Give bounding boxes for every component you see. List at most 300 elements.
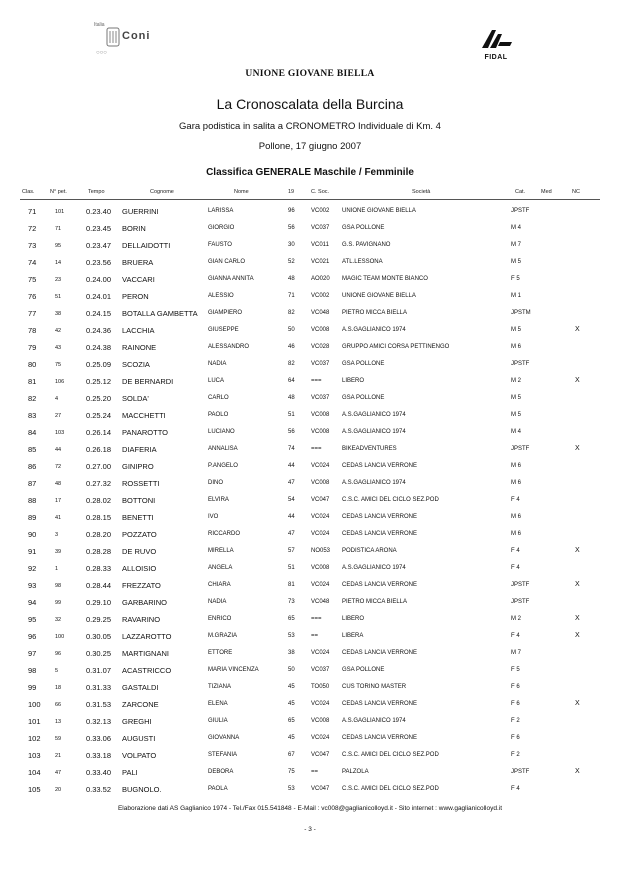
cell-societa: GSA POLLONE	[342, 395, 385, 401]
cell-nome: PAOLA	[208, 786, 228, 792]
cell-cat: JPSTF	[511, 361, 530, 367]
cell-clas: 72	[28, 224, 37, 233]
cell-clas: 75	[28, 275, 37, 284]
cell-nome: LARISSA	[208, 208, 234, 214]
cell-cat: F 4	[511, 548, 520, 554]
cell-societa: CEDAS LANCIA VERRONE	[342, 531, 418, 537]
cell-societa: A.S.GAGLIANICO 1974	[342, 327, 406, 333]
cell-anno: 74	[288, 446, 295, 452]
table-row	[0, 475, 620, 492]
cell-clas: 103	[28, 751, 41, 760]
cell-clas: 87	[28, 479, 37, 488]
cell-tempo: 0.30.05	[86, 632, 112, 641]
cell-anno: 73	[288, 599, 295, 605]
cell-cognome: ROSSETTI	[122, 479, 160, 488]
cell-tempo: 0.24.36	[86, 326, 112, 335]
cell-nome: ETTORE	[208, 650, 233, 656]
cell-nome: FAUSTO	[208, 242, 232, 248]
cell-cat: F 2	[511, 752, 520, 758]
cell-nome: GIUSEPPE	[208, 327, 239, 333]
table-row	[0, 543, 620, 560]
cell-clas: 86	[28, 462, 37, 471]
cell-anno: 71	[288, 293, 295, 299]
cell-cat: M 7	[511, 242, 522, 248]
cell-cognome: DIAFERIA	[122, 445, 157, 454]
coni-emblem-icon	[106, 27, 120, 47]
col-header-societa: Società	[412, 189, 431, 195]
cell-anno: 54	[288, 497, 295, 503]
cell-cognome: RAINONE	[122, 343, 157, 352]
cell-soc: VC008	[311, 718, 330, 724]
cell-clas: 100	[28, 700, 41, 709]
cell-societa: CUS TORINO MASTER	[342, 684, 407, 690]
cell-soc: VC024	[311, 701, 330, 707]
cell-tempo: 0.28.33	[86, 564, 112, 573]
table-row	[0, 254, 620, 271]
col-header-anno: 19	[288, 189, 295, 195]
table-row	[0, 509, 620, 526]
cell-anno: 45	[288, 684, 295, 690]
cell-anno: 50	[288, 327, 295, 333]
cell-pett: 43	[55, 344, 62, 351]
cell-tempo: 0.26.14	[86, 428, 112, 437]
cell-pett: 20	[55, 786, 62, 793]
cell-anno: 65	[288, 616, 295, 622]
cell-cognome: BORIN	[122, 224, 146, 233]
cell-soc: VC048	[311, 310, 330, 316]
cell-societa: A.S.GAGLIANICO 1974	[342, 429, 406, 435]
cell-clas: 99	[28, 683, 37, 692]
table-row	[0, 628, 620, 645]
cell-cat: F 6	[511, 735, 520, 741]
cell-anno: 45	[288, 701, 295, 707]
cell-tempo: 0.32.13	[86, 717, 112, 726]
cell-soc: VC002	[311, 208, 330, 214]
page-number: - 3 -	[304, 826, 316, 833]
cell-tempo: 0.33.18	[86, 751, 112, 760]
cell-cognome: ZARCONE	[122, 700, 159, 709]
cell-pett: 72	[55, 463, 62, 470]
table-row	[0, 407, 620, 424]
cell-clas: 79	[28, 343, 37, 352]
cell-cognome: MARTIGNANI	[122, 649, 169, 658]
cell-soc: VC037	[311, 361, 330, 367]
cell-cognome: DE RUVO	[122, 547, 157, 556]
cell-nome: ANNALISA	[208, 446, 238, 452]
cell-nome: P.ANGELO	[208, 463, 238, 469]
cell-societa: GRUPPO AMICI CORSA PETTINENGO	[342, 344, 450, 350]
col-header-nome: Nome	[234, 189, 249, 195]
cell-clas: 88	[28, 496, 37, 505]
organization-name: UNIONE GIOVANE BIELLA	[245, 69, 375, 79]
cell-clas: 81	[28, 377, 37, 386]
cell-cat: JPSTF	[511, 446, 530, 452]
cell-soc: TO050	[311, 684, 330, 690]
cell-tempo: 0.25.09	[86, 360, 112, 369]
cell-cat: F 5	[511, 276, 520, 282]
cell-nome: M.GRAZIA	[208, 633, 238, 639]
cell-cat: M 2	[511, 616, 522, 622]
olympic-rings-icon: ○○○	[96, 50, 107, 56]
cell-soc: VC024	[311, 582, 330, 588]
fidal-logo-word: FIDAL	[484, 54, 508, 61]
cell-pett: 44	[55, 446, 62, 453]
cell-anno: 45	[288, 735, 295, 741]
cell-cognome: GUERRINI	[122, 207, 159, 216]
cell-clas: 97	[28, 649, 37, 658]
cell-pett: 100	[55, 633, 65, 640]
cell-nome: CARLO	[208, 395, 229, 401]
cell-anno: 65	[288, 718, 295, 724]
cell-cat: F 4	[511, 565, 520, 571]
cell-soc: VC024	[311, 531, 330, 537]
cell-tempo: 0.31.33	[86, 683, 112, 692]
cell-tempo: 0.28.15	[86, 513, 112, 522]
cell-societa: CEDAS LANCIA VERRONE	[342, 735, 418, 741]
cell-pett: 17	[55, 497, 62, 504]
cell-nc: X	[575, 326, 580, 333]
cell-nome: DEBORA	[208, 769, 234, 775]
cell-tempo: 0.23.40	[86, 207, 112, 216]
cell-soc: ===	[311, 378, 322, 384]
cell-nc: X	[575, 768, 580, 775]
cell-clas: 90	[28, 530, 37, 539]
cell-clas: 102	[28, 734, 41, 743]
cell-soc: VC028	[311, 344, 330, 350]
cell-clas: 85	[28, 445, 37, 454]
table-row	[0, 288, 620, 305]
cell-cat: F 6	[511, 684, 520, 690]
cell-nc: X	[575, 581, 580, 588]
cell-cognome: BUGNOLO.	[122, 785, 162, 794]
cell-societa: PODISTICA ARONA	[342, 548, 397, 554]
cell-cognome: SOLDA'	[122, 394, 149, 403]
cell-cat: F 4	[511, 633, 520, 639]
cell-nc: X	[575, 700, 580, 707]
cell-nome: ALESSIO	[208, 293, 234, 299]
cell-tempo: 0.31.07	[86, 666, 112, 675]
cell-societa: A.S.GAGLIANICO 1974	[342, 412, 406, 418]
cell-tempo: 0.31.53	[86, 700, 112, 709]
cell-tempo: 0.24.00	[86, 275, 112, 284]
cell-nome: GIORGIO	[208, 225, 235, 231]
cell-societa: LIBERO	[342, 616, 365, 622]
cell-nome: RICCARDO	[208, 531, 241, 537]
cell-soc: ===	[311, 616, 322, 622]
cell-tempo: 0.27.00	[86, 462, 112, 471]
cell-anno: 38	[288, 650, 295, 656]
page-title: La Cronoscalata della Burcina	[216, 96, 404, 112]
cell-clas: 98	[28, 666, 37, 675]
cell-cognome: PALI	[122, 768, 138, 777]
table-row	[0, 560, 620, 577]
cell-tempo: 0.26.18	[86, 445, 112, 454]
cell-nome: NADIA	[208, 361, 227, 367]
cell-anno: 75	[288, 769, 295, 775]
cell-soc: VC037	[311, 667, 330, 673]
table-row	[0, 322, 620, 339]
cell-tempo: 0.28.28	[86, 547, 112, 556]
cell-cat: M 7	[511, 650, 522, 656]
cell-anno: 44	[288, 463, 295, 469]
cell-societa: A.S.GAGLIANICO 1974	[342, 718, 406, 724]
cell-pett: 96	[55, 650, 62, 657]
cell-cat: F 5	[511, 667, 520, 673]
cell-anno: 48	[288, 395, 295, 401]
cell-cat: M 2	[511, 378, 522, 384]
cell-anno: 81	[288, 582, 295, 588]
cell-cat: JPSTF	[511, 582, 530, 588]
cell-societa: CEDAS LANCIA VERRONE	[342, 514, 418, 520]
cell-societa: MAGIC TEAM MONTE BIANCO	[342, 276, 428, 282]
footer-credits: Elaborazione dati AS Gaglianico 1974 - Tel./Fax 015.541848 - E-Mail : vc008@gaglianicolloyd.it - Sito internet : www.gaglianicolloyd.it	[117, 805, 503, 812]
cell-anno: 44	[288, 514, 295, 520]
cell-soc: VC024	[311, 650, 330, 656]
table-row	[0, 611, 620, 628]
cell-cognome: BOTALLA GAMBETTA	[122, 309, 198, 318]
col-header-med: Med	[541, 189, 552, 195]
table-row	[0, 458, 620, 475]
cell-cat: M 6	[511, 463, 522, 469]
cell-tempo: 0.24.38	[86, 343, 112, 352]
cell-clas: 84	[28, 428, 37, 437]
cell-nome: ELENA	[208, 701, 228, 707]
cell-pett: 41	[55, 514, 62, 521]
cell-clas: 93	[28, 581, 37, 590]
cell-tempo: 0.25.20	[86, 394, 112, 403]
cell-cat: M 6	[511, 480, 522, 486]
cell-pett: 106	[55, 378, 65, 385]
cell-nome: ANGELA	[208, 565, 233, 571]
cell-anno: 46	[288, 344, 295, 350]
cell-pett: 4	[55, 395, 59, 402]
cell-tempo: 0.25.12	[86, 377, 112, 386]
cell-anno: 51	[288, 412, 295, 418]
cell-pett: 98	[55, 582, 62, 589]
cell-soc: VC002	[311, 293, 330, 299]
table-row	[0, 441, 620, 458]
table-row	[0, 271, 620, 288]
cell-cognome: FREZZATO	[122, 581, 161, 590]
cell-pett: 1	[55, 565, 59, 572]
cell-nome: GIAN CARLO	[208, 259, 246, 265]
cell-tempo: 0.29.25	[86, 615, 112, 624]
cell-clas: 104	[28, 768, 41, 777]
cell-societa: CEDAS LANCIA VERRONE	[342, 582, 418, 588]
cell-tempo: 0.28.20	[86, 530, 112, 539]
cell-soc: VC024	[311, 735, 330, 741]
section-title: Classifica GENERALE Maschile / Femminile	[206, 167, 414, 178]
cell-pett: 101	[55, 208, 65, 215]
cell-pett: 32	[55, 616, 62, 623]
cell-nc: X	[575, 615, 580, 622]
col-header-cognome: Cognome	[150, 189, 174, 195]
cell-pett: 42	[55, 327, 62, 334]
coni-logo-word: Coni	[122, 30, 151, 42]
cell-nome: LUCA	[208, 378, 225, 384]
cell-anno: 47	[288, 531, 295, 537]
cell-nome: TIZIANA	[208, 684, 232, 690]
cell-tempo: 0.25.24	[86, 411, 112, 420]
table-row	[0, 424, 620, 441]
table-row	[0, 373, 620, 390]
col-header-nc: NC	[572, 189, 580, 195]
cell-soc: VC008	[311, 327, 330, 333]
cell-societa: PIETRO MICCA BIELLA	[342, 310, 408, 316]
cell-tempo: 0.33.06	[86, 734, 112, 743]
cell-nc: X	[575, 445, 580, 452]
cell-societa: CEDAS LANCIA VERRONE	[342, 650, 418, 656]
table-row	[0, 305, 620, 322]
cell-societa: PALZOLA	[342, 769, 369, 775]
cell-cognome: LAZZAROTTO	[122, 632, 172, 641]
cell-tempo: 0.28.02	[86, 496, 112, 505]
cell-cat: M 5	[511, 259, 522, 265]
cell-cognome: DE BERNARDI	[122, 377, 174, 386]
table-row	[0, 645, 620, 662]
cell-pett: 23	[55, 276, 62, 283]
cell-clas: 92	[28, 564, 37, 573]
cell-societa: LIBERO	[342, 378, 365, 384]
page-subtitle: Gara podistica in salita a CRONOMETRO Individuale di Km. 4	[179, 121, 441, 132]
fidal-emblem-icon	[478, 28, 514, 50]
cell-soc: VC008	[311, 480, 330, 486]
cell-clas: 95	[28, 615, 37, 624]
cell-societa: GSA POLLONE	[342, 225, 385, 231]
cell-pett: 99	[55, 599, 62, 606]
cell-clas: 71	[28, 207, 37, 216]
cell-nome: NADIA	[208, 599, 227, 605]
cell-pett: 66	[55, 701, 62, 708]
cell-soc: VC037	[311, 225, 330, 231]
table-row	[0, 679, 620, 696]
cell-clas: 91	[28, 547, 37, 556]
cell-cognome: VOLPATO	[122, 751, 157, 760]
cell-cognome: ALLOISIO	[122, 564, 157, 573]
cell-cognome: GASTALDI	[122, 683, 159, 692]
table-row	[0, 747, 620, 764]
cell-societa: PIETRO MICCA BIELLA	[342, 599, 408, 605]
cell-societa: ATL.LESSONA	[342, 259, 383, 265]
cell-anno: 64	[288, 378, 295, 384]
cell-clas: 94	[28, 598, 37, 607]
cell-societa: CEDAS LANCIA VERRONE	[342, 463, 418, 469]
cell-pett: 27	[55, 412, 62, 419]
cell-societa: LIBERA	[342, 633, 364, 639]
cell-anno: 50	[288, 667, 295, 673]
cell-anno: 30	[288, 242, 295, 248]
cell-societa: C.S.C. AMICI DEL CICLO SEZ.POD	[342, 497, 439, 503]
cell-cognome: GINIPRO	[122, 462, 154, 471]
cell-nome: GIOVANNA	[208, 735, 240, 741]
cell-pett: 14	[55, 259, 62, 266]
cell-societa: G.S. PAVIGNANO	[342, 242, 391, 248]
cell-anno: 56	[288, 429, 295, 435]
coni-logo-tiny-text: Italia	[94, 22, 105, 28]
cell-tempo: 0.24.15	[86, 309, 112, 318]
cell-clas: 83	[28, 411, 37, 420]
cell-pett: 18	[55, 684, 62, 691]
cell-societa: CEDAS LANCIA VERRONE	[342, 701, 418, 707]
cell-cognome: BOTTONI	[122, 496, 156, 505]
cell-cat: JPSTF	[511, 769, 530, 775]
cell-clas: 76	[28, 292, 37, 301]
table-row	[0, 781, 620, 798]
table-row	[0, 390, 620, 407]
cell-pett: 21	[55, 752, 62, 759]
cell-societa: BIKEADVENTURES	[342, 446, 397, 452]
cell-soc: VC008	[311, 429, 330, 435]
cell-cat: M 4	[511, 225, 522, 231]
cell-cat: M 5	[511, 412, 522, 418]
cell-soc: VC008	[311, 412, 330, 418]
cell-anno: 82	[288, 361, 295, 367]
cell-tempo: 0.23.47	[86, 241, 112, 250]
cell-anno: 48	[288, 276, 295, 282]
cell-societa: C.S.C. AMICI DEL CICLO SEZ.POD	[342, 752, 439, 758]
col-header-soc: C. Soc.	[311, 189, 330, 195]
cell-anno: 53	[288, 786, 295, 792]
cell-pett: 95	[55, 242, 62, 249]
cell-cognome: MACCHETTI	[122, 411, 166, 420]
cell-soc: VC008	[311, 565, 330, 571]
cell-anno: 52	[288, 259, 295, 265]
cell-pett: 59	[55, 735, 62, 742]
cell-pett: 103	[55, 429, 65, 436]
cell-tempo: 0.27.32	[86, 479, 112, 488]
cell-cat: F 2	[511, 718, 520, 724]
cell-cognome: LACCHIA	[122, 326, 155, 335]
cell-pett: 5	[55, 667, 59, 674]
table-row	[0, 339, 620, 356]
cell-nome: GIULIA	[208, 718, 228, 724]
cell-cognome: AUGUSTI	[122, 734, 156, 743]
cell-societa: A.S.GAGLIANICO 1974	[342, 480, 406, 486]
cell-anno: 51	[288, 565, 295, 571]
cell-soc: ===	[311, 446, 322, 452]
cell-clas: 73	[28, 241, 37, 250]
cell-tempo: 0.23.56	[86, 258, 112, 267]
col-header-pett: N° pet.	[50, 189, 67, 195]
cell-anno: 56	[288, 225, 295, 231]
cell-pett: 38	[55, 310, 62, 317]
cell-cat: F 6	[511, 701, 520, 707]
cell-societa: UNIONE GIOVANE BIELLA	[342, 208, 416, 214]
cell-anno: 53	[288, 633, 295, 639]
cell-nome: ELVIRA	[208, 497, 229, 503]
cell-cat: JPSTF	[511, 599, 530, 605]
cell-tempo: 0.33.40	[86, 768, 112, 777]
cell-clas: 89	[28, 513, 37, 522]
cell-pett: 71	[55, 225, 62, 232]
cell-pett: 48	[55, 480, 62, 487]
cell-cognome: GREGHI	[122, 717, 152, 726]
cell-cat: M 6	[511, 514, 522, 520]
cell-pett: 3	[55, 531, 59, 538]
table-row	[0, 764, 620, 781]
cell-cat: M 5	[511, 395, 522, 401]
cell-pett: 47	[55, 769, 62, 776]
cell-nc: X	[575, 547, 580, 554]
cell-clas: 74	[28, 258, 37, 267]
cell-soc: AO020	[311, 276, 330, 282]
cell-cognome: SCOZIA	[122, 360, 150, 369]
cell-anno: 82	[288, 310, 295, 316]
header-divider	[20, 199, 600, 200]
table-row	[0, 356, 620, 373]
cell-soc: VC021	[311, 259, 330, 265]
cell-nc: X	[575, 377, 580, 384]
